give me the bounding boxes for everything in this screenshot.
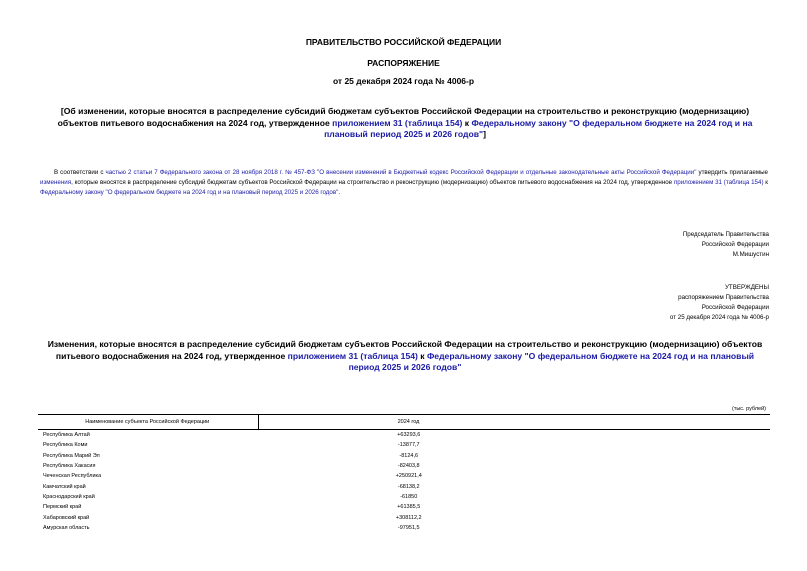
para-text-1: В соответствии с [54, 169, 106, 176]
subject-name-cell: Краснодарский край [43, 493, 95, 500]
table-row [38, 471, 770, 481]
para-text-2: утвердить прилагаемые [696, 169, 768, 176]
table-row [38, 430, 770, 441]
subsidy-table [38, 414, 770, 533]
subject-name-cell: Республика Коми [43, 442, 88, 449]
subject-name-cell: Чеченская Республика [43, 473, 102, 480]
table-body [38, 430, 770, 533]
changes-title [40, 339, 770, 374]
para-text-3: , которые вносятся в распределение субсидий бюджетам субъектов Российской Федерации на строительство и реконструкцию (модернизацию) объектов питьевого водоснабжения на 2024 год, утвержденное [71, 179, 674, 186]
changes-appendix-link[interactable]: приложением 31 (таблица 154) [287, 350, 418, 361]
subject-name-cell: Республика Хакасия [43, 463, 96, 470]
federal-law-link[interactable]: Федеральному закону "О федеральном бюджете на 2024 год и на плановый период 2025 и 2026 годов" [324, 117, 753, 139]
table-row [38, 492, 770, 502]
table-row [38, 523, 770, 533]
subject-name-cell: Пермский край [43, 504, 82, 511]
title-text-3: ] [483, 129, 486, 139]
units-label: (тыс. рублей) [732, 406, 766, 412]
subject-name-cell: Хабаровский край [43, 514, 90, 521]
org-heading: ПРАВИТЕЛЬСТВО РОССИЙСКОЙ ФЕДЕРАЦИИ [305, 37, 502, 47]
doc-type-heading: РАСПОРЯЖЕНИЕ [367, 58, 440, 68]
table-row [38, 512, 770, 522]
subsidy-value-cell: +250921,4 [395, 473, 422, 480]
signature-line-2: Российской Федерации [701, 241, 769, 248]
changes-title-text-2: к [417, 350, 427, 361]
table-row [38, 440, 770, 450]
approved-line-1: УТВЕРЖДЕНЫ [725, 284, 769, 291]
signature-line-1: Председатель Правительства [682, 231, 769, 238]
column-header-name: Наименование субъекта Российской Федерации [38, 415, 258, 430]
subject-name-cell: Камчатский край [43, 483, 86, 490]
para-text-4: к [763, 179, 768, 186]
approved-block [670, 283, 769, 323]
table-row [38, 451, 770, 461]
subsidy-value-cell: -61850 [400, 493, 418, 500]
subsidy-value-cell: +63293,6 [397, 432, 421, 439]
table-header-row [38, 415, 770, 430]
subject-name-cell: Республика Марий Эл [43, 452, 100, 459]
law-457-link[interactable]: частью 2 статьи 7 Федерального закона от 28 ноября 2018 г. № 457-ФЗ "О внесении изменений в Бюджетный кодекс Российской Федерации и отдельные законодательные акты Российской Федерации" [105, 169, 697, 176]
subsidy-value-cell: -13877,7 [397, 442, 420, 449]
signature-block [683, 230, 769, 260]
approved-line-4: от 25 декабря 2024 года № 4006-р [669, 314, 769, 321]
table-row [38, 502, 770, 512]
subsidy-value-cell: -97951,5 [397, 524, 420, 531]
column-header-year: 2024 год [258, 415, 480, 430]
subsidy-value-cell: +308112,2 [395, 514, 422, 521]
subject-name-cell: Амурская область [43, 524, 90, 531]
signature-line-3: М.Мишустин [732, 251, 769, 258]
approved-line-3: Российской Федерации [701, 304, 769, 311]
changes-law-link[interactable]: Федеральному закону "О федеральном бюджете на 2024 год и на плановый период 2025 и 2026 годов" [348, 350, 755, 372]
table-row [38, 481, 770, 491]
budget-law-link[interactable]: Федеральному закону "О федеральном бюджете на 2024 год и на плановый период 2025 и 2026 годов" [40, 189, 339, 196]
approved-line-2: распоряжением Правительства [678, 294, 769, 301]
table-row [38, 461, 770, 471]
date-number-heading: от 25 декабря 2024 года № 4006-р [332, 76, 475, 86]
title-text-2: к [462, 117, 472, 128]
subject-name-cell: Республика Алтай [43, 432, 90, 439]
subsidy-value-cell: +61385,5 [397, 504, 421, 511]
subsidy-value-cell: -8124,6 [399, 452, 419, 459]
appendix-link[interactable]: приложением 31 (таблица 154) [332, 117, 463, 128]
title-text-1: [Об изменении, которые вносятся в распределение субсидий бюджетам субъектов Российской Федерации на строительство и реконструкцию (модернизацию) объектов питьевого водоснабжения на 2024 год, утвержденное [57, 106, 750, 128]
main-paragraph [40, 168, 768, 198]
subsidy-value-cell: -68138,2 [397, 483, 420, 490]
subsidy-value-cell: -82403,8 [397, 463, 420, 470]
document-title [40, 106, 770, 141]
changes-link[interactable]: изменения [40, 179, 72, 186]
changes-title-text-1: Изменения, которые вносятся в распределение субсидий бюджетам субъектов Российской Федерации на строительство и реконструкцию (модернизацию) объектов питьевого водоснабжения на 2024 год, утвержденное [47, 339, 763, 361]
appendix-31-link[interactable]: приложением 31 (таблица 154) [673, 179, 764, 186]
para-text-5: . [338, 189, 341, 196]
